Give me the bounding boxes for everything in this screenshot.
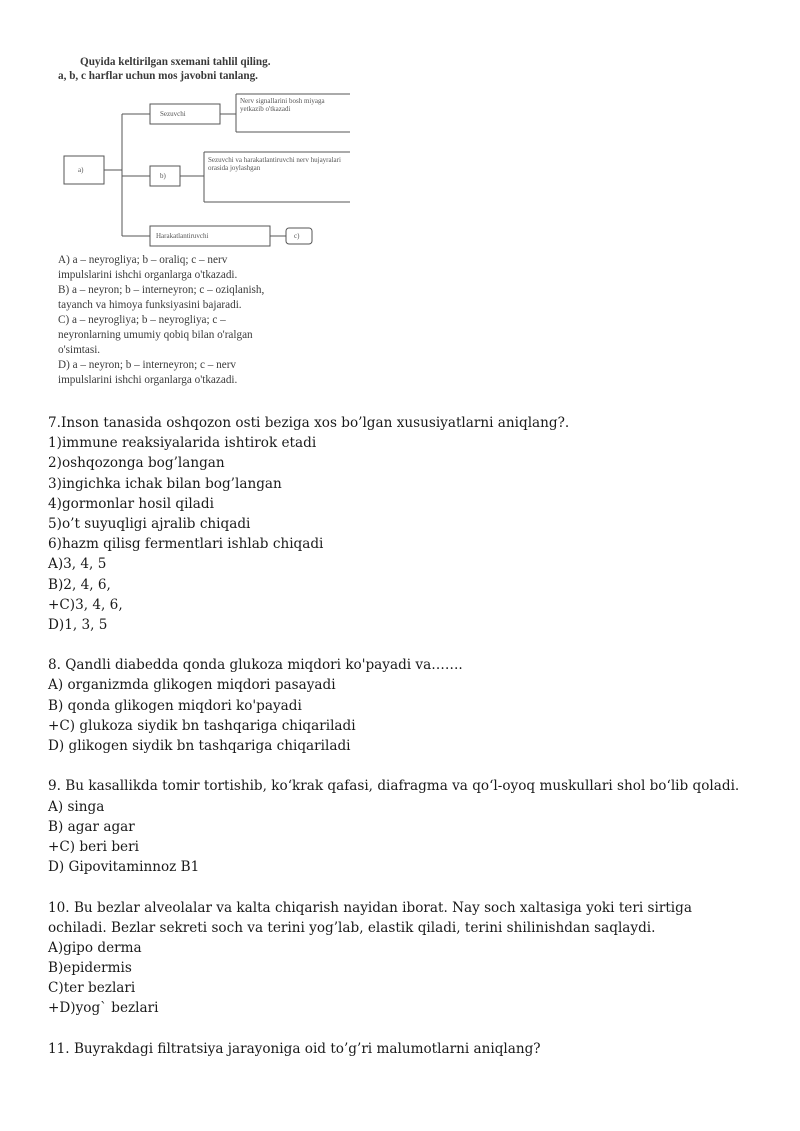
scan-option-line: o'simtasi. [58,344,101,356]
diagram-mid-desc: Sezuvchi va harakatlantiruvchi nerv hujayralari orasida joylashgan [208,156,341,172]
diagram-bottom-label: Harakatlantiruvchi [156,232,209,240]
question-11: 11. Buyrakdagi filtratsiya jarayoniga oid to’g’ri malumotlarni aniqlang? [48,1040,541,1057]
answer-option: A)gipo derma [48,939,142,956]
question-item: 2)oshqozonga bog’langan [48,455,225,472]
answer-option: D) Gipovitaminnoz B1 [48,859,200,876]
scan-option-line: impulslarini ishchi organlarga o'tkazadi. [58,269,238,281]
answer-option: B)2, 4, 6, [48,576,111,593]
question-item: 3)ingichka ichak bilan bog’langan [48,475,282,492]
scan-option-line: neyronlarning umumiy qobiq bilan o'ralgan [58,329,253,341]
diagram-root-label: a) [78,166,84,174]
question-item: 6)hazm qilisg fermentlari ishlab chiqadi [48,536,324,553]
answer-option: C)ter bezlari [48,980,136,997]
answer-option: A)3, 4, 5 [48,556,107,573]
diagram-top-desc: Nerv signallarini bosh miyaga yetkazib o'tkazadi [240,97,325,113]
question-item: 4)gormonlar hosil qiladi [48,495,214,512]
answer-option: B) agar agar [48,818,135,835]
answer-option: B) qonda glikogen miqdori ko'payadi [48,697,302,714]
scan-option-line: C) a – neyrogliya; b – neyrogliya; c – [58,314,226,326]
answer-option-correct: +C) glukoza siydik bn tashqariga chiqariladi [48,717,356,734]
question-8: 8. Qandli diabedda qonda glukoza miqdori ko'payadi va……. [48,657,463,674]
scan-option-line: A) a – neyrogliya; b – oraliq; c – nerv [58,254,228,266]
answer-option: A) organizmda glikogen miqdori pasayadi [48,677,336,694]
answer-option-correct: +C) beri beri [48,838,139,855]
answer-option: D) glikogen siydik bn tashqariga chiqariladi [48,738,351,754]
diagram-top-label: Sezuvchi [160,110,186,118]
answer-option: A) singa [48,798,105,815]
question-item: 5)o’t suyuqligi ajralib chiqadi [48,515,251,532]
scan-option-line: B) a – neyron; b – interneyron; c – oziqlanish, [58,284,265,296]
scan-title-line1: Quyida keltirilgan sxemani tahlil qiling. [80,56,271,68]
answer-option: B)epidermis [48,960,132,977]
scan-option-line: D) a – neyron; b – interneyron; c – nerv [58,359,237,371]
scanned-question-excerpt [58,56,358,391]
scan-title-line2: a, b, c harflar uchun mos javobni tanlang. [58,70,258,82]
question-9: 9. Bu kasallikda tomir tortishib, ko‘krak qafasi, diafragma va qo‘l-oyoq muskullari shol bo‘lib qoladi. [48,778,740,795]
question-10: 10. Bu bezlar alveolalar va kalta chiqarish nayidan iborat. Nay soch xaltasiga yoki teri sirtiga ochiladi. Bezlar sekreti soch va terini yog’lab, elastik qiladi, terini shilinishdan saqlaydi. [48,899,692,936]
nervous-system-diagram [58,90,358,250]
answer-option-correct: +C)3, 4, 6, [48,596,123,613]
questions-body [48,413,748,1059]
scan-option-line: tayanch va himoya funksiyasini bajaradi. [58,299,242,311]
question-item: 1)immune reaksiyalarida ishtirok etadi [48,435,317,452]
scan-option-line: impulslarini ishchi organlarga o'tkazadi. [58,374,238,386]
diagram-end-label: c) [294,232,300,240]
question-7: 7.Inson tanasida oshqozon osti beziga xos bo’lgan xususiyatlarni aniqlang?. [48,415,570,431]
diagram-root-box [64,156,104,184]
answer-option: D)1, 3, 5 [48,616,108,633]
diagram-mid-label: b) [160,172,166,180]
answer-option-correct: +D)yog` bezlari [48,1000,159,1017]
